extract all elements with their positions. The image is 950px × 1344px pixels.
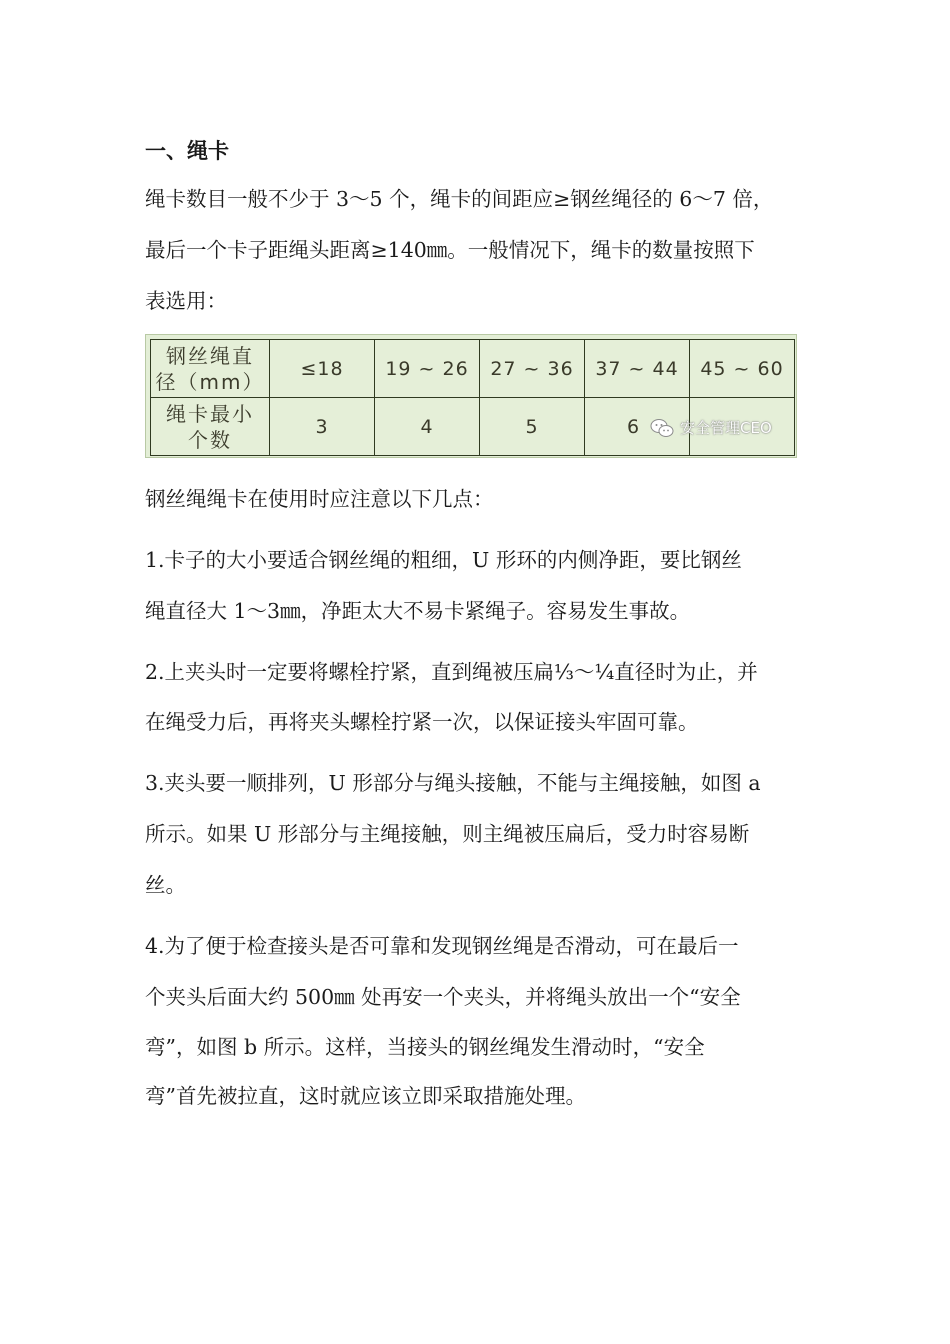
rope-clip-table [145,334,797,458]
note-line: 个夹头后面大约 500㎜ 处再安一个夹头，并将绳头放出一个“安全 [145,985,741,1009]
note-line: 所示。如果 U 形部分与主绳接触，则主绳被压扁后，受力时容易断 [145,822,750,846]
table-cell: ≤18 [270,340,375,398]
clip-count-table [150,339,795,456]
table-row [151,340,795,398]
intro-line: 绳卡数目一般不少于 3～5 个，绳卡的间距应≥钢丝绳径的 6～7 倍， [145,187,774,211]
note-line: 绳直径大 1～3㎜，净距太大不易卡紧绳子。容易发生事故。 [145,599,691,623]
table-cell: 4 [375,398,480,456]
note-line: 2.上夹头时一定要将螺栓拧紧，直到绳被压扁⅓～¼直径时为止，并 [145,660,758,684]
note-line: 4.为了便于检查接头是否可靠和发现钢丝绳是否滑动，可在最后一 [145,934,739,958]
note-line: 弯”首先被拉直，这时就应该立即采取措施处理。 [145,1084,586,1108]
note-line: 在绳受力后，再将夹头螺栓拧紧一次，以保证接头牢固可靠。 [145,710,699,734]
note-line: 丝。 [145,873,186,897]
table-cell: 5 [480,398,585,456]
watermark-text: 安全管理CEO [680,419,772,437]
table-header-cell: 绳卡最小 个数 [151,398,270,456]
wechat-icon [650,418,674,438]
table-cell: 45 ~ 60 [690,340,795,398]
table-cell: 19 ~ 26 [375,340,480,398]
table-cell: 6 [585,398,690,456]
intro-line: 表选用： [145,289,227,313]
intro-line: 最后一个卡子距绳头距离≥140㎜。一般情况下，绳卡的数量按照下 [145,238,755,262]
note-line: 1.卡子的大小要适合钢丝绳的粗细，U 形环的内侧净距，要比钢丝 [145,548,742,572]
notes-title: 钢丝绳绳卡在使用时应注意以下几点： [145,487,494,511]
table-header-cell: 钢丝绳直 径（mm） [151,340,270,398]
note-line: 3.夹头要一顺排列，U 形部分与绳头接触，不能与主绳接触，如图 a [145,771,761,795]
table-cell: 27 ~ 36 [480,340,585,398]
section-heading: 一、绳卡 [145,139,229,163]
note-line: 弯”，如图 b 所示。这样，当接头的钢丝绳发生滑动时，“安全 [145,1035,705,1059]
table-cell: 37 ~ 44 [585,340,690,398]
wechat-watermark [650,417,772,438]
table-cell: 3 [270,398,375,456]
